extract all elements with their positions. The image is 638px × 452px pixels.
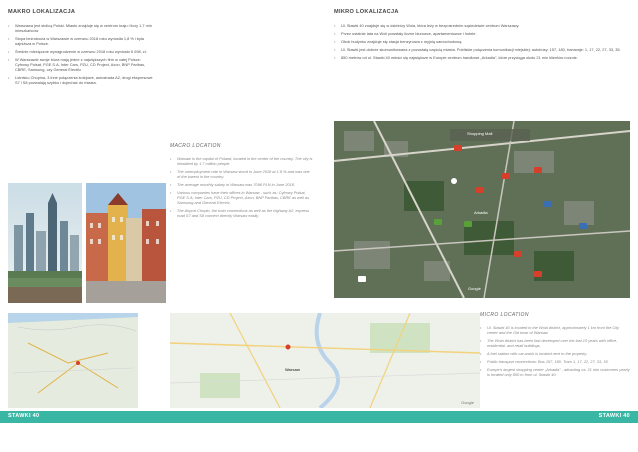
- list-item: • The unemployment rate in Warsaw stood in June 2018 at 1.8 % and was one of the lowest in the country.: [170, 169, 314, 179]
- list-item: • The Wola district has been fast developed over the last 10 years with office, residential- and retail buildings.: [480, 338, 630, 348]
- google-logo: Google: [468, 286, 481, 291]
- list-item: • Ul. Stawki 40 is located in the Wola district, approximately 1 km from the City center and the Old town of Warsaw.: [480, 325, 630, 335]
- list-item: • Various companies have their offices in Warsaw - such as: Cyfrowy Polsat, PGE S.A, Inter Cars, PZU, CD Project, Axon, BNP Paribas, CBRE as well as Samsung and General Electric.: [170, 190, 314, 205]
- list-item: • The Airport Chopin, the train connections as well as the highway A2, express road S7 and S8 connect directly Warsaw easily.: [170, 208, 314, 218]
- city-label: Warsaw: [285, 367, 300, 372]
- list-item: • W Warszawie swoje biura mają jedne z największych firm w całej Polsce: Cyfrowy Polsat, PGE S.A, Inter Cars, PZU, CD Project, Axon, BNP Paribas, CBRE, Samsung, czy General Electric: [8, 57, 156, 72]
- list-item: • Ul. Stawki jest dobrze skomunikowana z pozostałą częścią miasta. Pobliskie połączenia komunikacji miejskiej: autobusy: 157, 180, tramwaje: 1, 17, 22, 27, 33, 35.: [334, 47, 624, 52]
- macro-en-title: MACRO LOCATION: [170, 143, 221, 149]
- shopping-mall-label: Shopping Mall: [467, 131, 493, 136]
- list-item: • Przez ostatnie lata na Woli powstały liczne biurowce, apartamentowce i hotele.: [334, 31, 624, 36]
- tram-pin-icon[interactable]: [534, 167, 542, 173]
- tram-pin-icon[interactable]: [534, 271, 542, 277]
- arkadia-label: Arkadia: [474, 210, 488, 215]
- aerial-map[interactable]: [334, 121, 630, 298]
- poland-map[interactable]: [8, 313, 138, 408]
- list-item: • Lotnisko Chopina, 3 inne połączenia kolejowe, autostrada A2, drogi ekspresowe S7 i S8 pozwalają szybko i dojechać do miasta.: [8, 75, 156, 85]
- list-item: • Warsaw is the capital of Poland, located in the center of the country. The city is inhabited by 1.7 million people.: [170, 156, 314, 166]
- list-item: • 850 metrów od ul. Stawki 40 mieści się największe w Europie centrum handlowe „Arkadia", które przyciąga około 21 mln klientów rocznie.: [334, 55, 624, 60]
- list-item: • Ul. Stawki 40 znajduje się w dzielnicy Wola, która leży w bezpośrednim sąsiedztwie centrum Warszawy.: [334, 23, 624, 28]
- park-pin-icon[interactable]: [434, 219, 442, 225]
- macro-pl-list: [8, 23, 156, 88]
- list-item: • The average monthly salary in Warsaw was 7098 PLN in June 2018.: [170, 182, 314, 187]
- micro-pl-list: [334, 23, 624, 63]
- location-marker-icon: [286, 345, 291, 350]
- tram-pin-icon[interactable]: [476, 187, 484, 193]
- park-pin-icon[interactable]: [464, 221, 472, 227]
- list-item: • Średnie miesięczne wynagrodzenie w czerwcu 2018 roku wyniosło 6 098, zł.: [8, 49, 156, 54]
- footer-left-label: STAWKI 40: [8, 413, 40, 419]
- fuel-station-icon[interactable]: [358, 276, 366, 282]
- list-item: • Public transport connections: Bus 157, 180, Tram 1, 17, 22, 27, 33, 35.: [480, 359, 630, 364]
- micro-en-title: MICRO LOCATION: [480, 312, 529, 318]
- list-item: • Europe's largest shopping center „Arkadia" - attracting ca. 21 mln customers yearly is located only 850 m from ul. Stawki 40.: [480, 367, 630, 377]
- list-item: • Warszawa jest stolicą Polski. Miasto znajduje się w centrum kraju i liczy 1,7 mln mieszkańców: [8, 23, 156, 33]
- tram-pin-icon[interactable]: [514, 251, 522, 257]
- tram-pin-icon[interactable]: [454, 145, 462, 151]
- footer-bar: [0, 411, 638, 423]
- footer-right-label: STAWKI 40: [598, 413, 630, 419]
- micro-pl-title: MIKRO LOKALIZACJA: [334, 9, 399, 15]
- warsaw-city-map[interactable]: [170, 313, 480, 408]
- list-item: • Obok budynku znajduje się stacja benzynowa z myjnią samochodową.: [334, 39, 624, 44]
- bus-pin-icon[interactable]: [579, 223, 587, 229]
- macro-en-list: [170, 156, 314, 221]
- warsaw-skyline-photo: [8, 183, 82, 303]
- bus-pin-icon[interactable]: [544, 201, 552, 207]
- macro-pl-title: MAKRO LOKALIZACJA: [8, 9, 76, 15]
- list-item: • A fuel station with car-wash is located next to the property.: [480, 351, 630, 356]
- warsaw-old-town-photo: [86, 183, 166, 303]
- micro-en-list: [480, 325, 630, 380]
- tram-pin-icon[interactable]: [502, 173, 510, 179]
- list-item: • Stopa bezrobocia w Warszawie w czerwcu 2018 roku wynosiła 1,8 % i była najniższa w Polsce.: [8, 36, 156, 46]
- google-logo: Google: [461, 400, 474, 405]
